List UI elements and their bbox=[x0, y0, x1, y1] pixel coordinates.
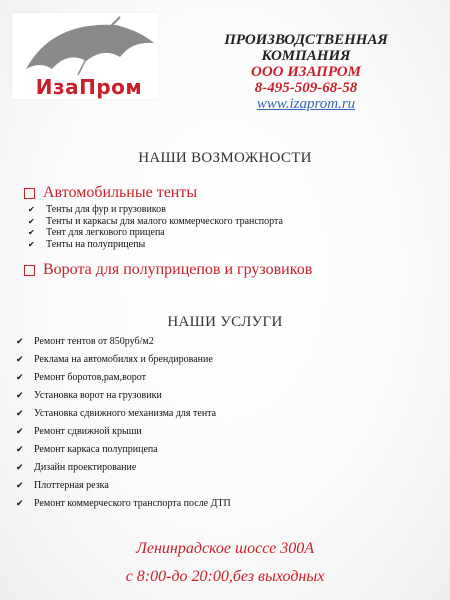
working-hours: с 8:00-до 20:00,без выходных bbox=[125, 568, 325, 585]
checkmark-icon: ✔ bbox=[28, 239, 35, 249]
checkmark-icon: ✔ bbox=[16, 355, 24, 365]
list-item: ✔ Тенты для фур и грузовиков bbox=[28, 204, 166, 215]
checkmark-icon: ✔ bbox=[16, 445, 24, 455]
category-gates bbox=[24, 261, 312, 279]
logo-text: ИзаПром bbox=[35, 75, 143, 99]
services-title: НАШИ УСЛУГИ bbox=[167, 314, 283, 330]
company-name: ООО ИЗАПРОМ bbox=[251, 64, 361, 80]
category-label: Автомобильные тенты bbox=[43, 184, 198, 201]
checkmark-icon: ✔ bbox=[28, 205, 35, 214]
header-line-1: ПРОИЗВОДСТВЕННАЯ bbox=[224, 32, 388, 48]
checkmark-icon: ✔ bbox=[16, 373, 24, 383]
list-item: ✔ Ремонт сдвижной крыши bbox=[16, 423, 231, 441]
list-item: ✔ Тенты на полуприцепы bbox=[28, 238, 146, 250]
checkmark-icon: ✔ bbox=[16, 463, 24, 473]
checkbox-bullet-icon bbox=[24, 265, 35, 276]
checkmark-icon: ✔ bbox=[16, 409, 24, 419]
list-item: ✔ Ремонт тентов от 850руб/м2 bbox=[16, 333, 231, 351]
list-item: ✔ Реклама на автомобилях и брендирование bbox=[16, 351, 231, 369]
checkmark-icon: ✔ bbox=[16, 499, 24, 509]
services-list bbox=[16, 333, 231, 513]
auto-tents-list bbox=[28, 204, 283, 250]
checkmark-icon: ✔ bbox=[16, 481, 24, 491]
category-auto-tents bbox=[24, 184, 197, 202]
company-logo bbox=[12, 13, 158, 99]
category-label: Ворота для полуприцепов и грузовиков bbox=[43, 261, 313, 278]
capabilities-title: НАШИ ВОЗМОЖНОСТИ bbox=[138, 150, 312, 166]
list-item: ✔ Плоттерная резка bbox=[16, 477, 231, 495]
checkmark-icon: ✔ bbox=[16, 337, 24, 347]
list-item: ✔ Ремонт коммерческого транспорта после ДТП bbox=[16, 495, 231, 513]
phone-number: 8-495-509-68-58 bbox=[254, 80, 358, 96]
list-item: ✔ Установка сдвижного механизма для тента bbox=[16, 405, 231, 423]
checkmark-icon: ✔ bbox=[28, 228, 35, 237]
address: Ленинрадское шоссе 300А bbox=[136, 540, 314, 557]
company-header bbox=[212, 32, 400, 112]
website-link[interactable]: www.izaprom.ru bbox=[256, 96, 356, 112]
list-item: ✔ Дизайн проектирование bbox=[16, 459, 231, 477]
checkbox-bullet-icon bbox=[24, 188, 35, 199]
list-item: ✔ Тент для легкового прицепа bbox=[28, 227, 165, 238]
list-item: ✔ Ремонт боротов,рам,ворот bbox=[16, 369, 231, 387]
list-item: ✔ Ремонт каркаса полуприцепа bbox=[16, 441, 231, 459]
checkmark-icon: ✔ bbox=[28, 216, 35, 226]
checkmark-icon: ✔ bbox=[16, 391, 24, 401]
list-item: ✔ Установка ворот на грузовики bbox=[16, 387, 231, 405]
list-item: ✔ Тенты и каркасы для малого коммерческого транспорта bbox=[28, 215, 283, 227]
header-line-2: КОМПАНИЯ bbox=[261, 48, 351, 64]
checkmark-icon: ✔ bbox=[16, 427, 24, 437]
